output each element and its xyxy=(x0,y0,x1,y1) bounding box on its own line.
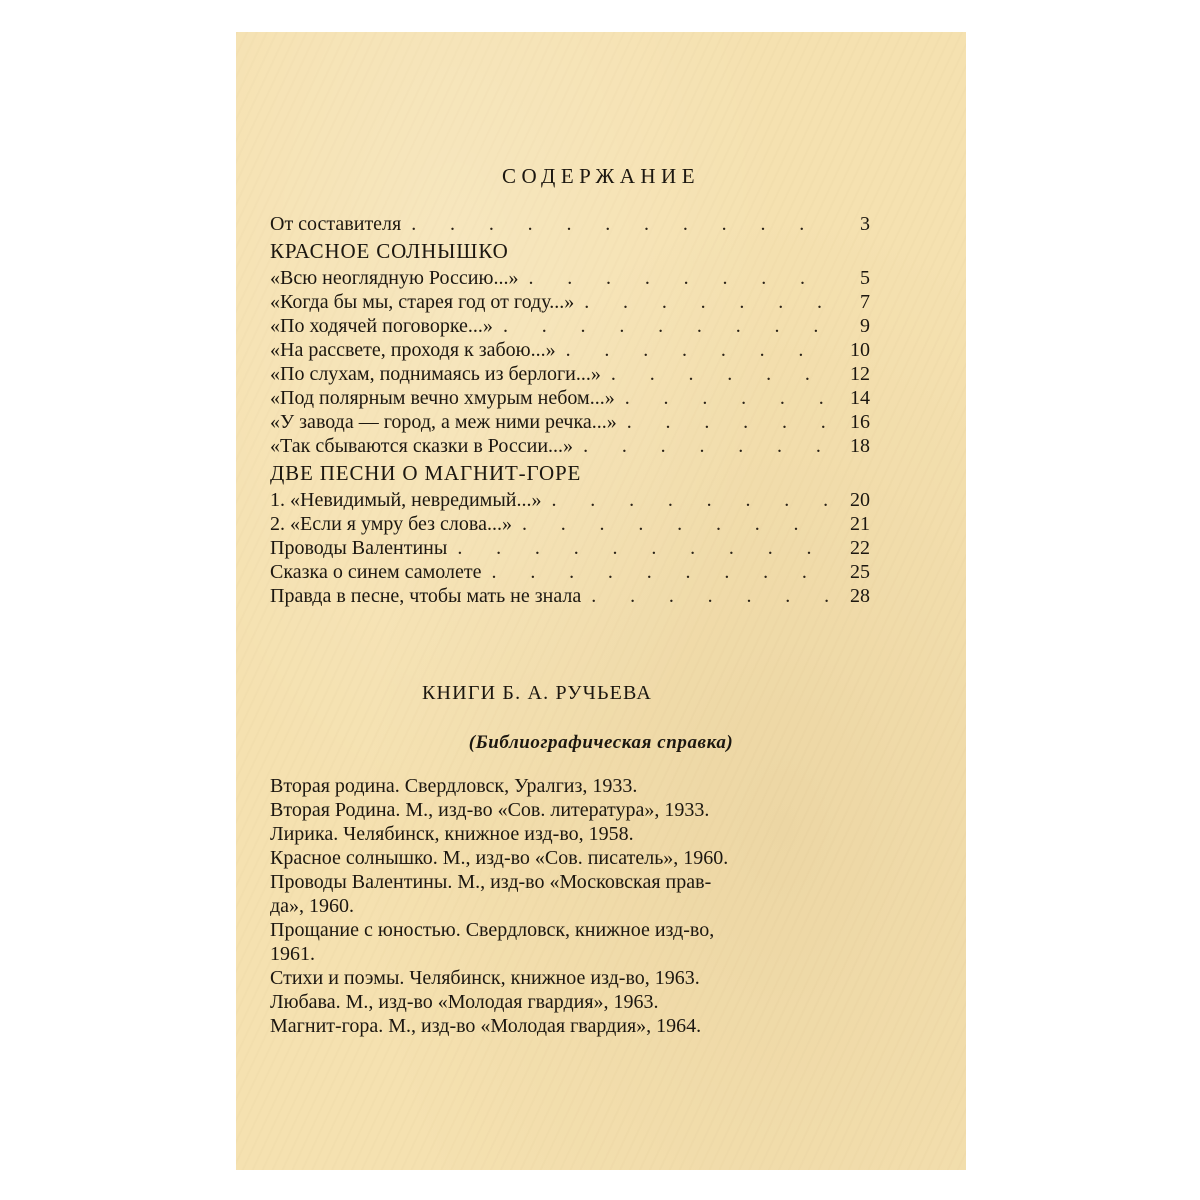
toc-leader-dots xyxy=(617,410,830,434)
toc-entry xyxy=(270,560,870,584)
toc-entry-title: Сказка о синем самолете xyxy=(270,561,482,583)
bibliography-line: Проводы Валентины. М., изд-во «Московская прав- xyxy=(270,871,712,893)
toc-entry-title: «На рассвете, проходя к забою...» xyxy=(270,339,556,361)
toc-entry xyxy=(270,362,870,386)
toc-page-number: 20 xyxy=(850,489,870,511)
toc-entry xyxy=(270,410,870,434)
bibliography-line: 1961. xyxy=(270,943,315,965)
bibliography-line: Вторая Родина. М., изд-во «Сов. литература», 1933. xyxy=(270,799,710,821)
book-page xyxy=(236,32,966,1170)
toc-entry-title: «Так сбываются сказки в России...» xyxy=(270,435,574,457)
toc-leader-dots xyxy=(573,434,830,458)
toc-entry-title: «Под полярным вечно хмурым небом...» xyxy=(270,387,615,409)
toc-leader-dots xyxy=(518,266,830,290)
toc-entry xyxy=(270,536,870,560)
toc-page-number: 28 xyxy=(850,585,870,607)
bibliography-line: Стихи и поэмы. Челябинск, книжное изд-во, 1963. xyxy=(270,967,700,989)
toc-leader-dots xyxy=(512,512,830,536)
books-subtitle: (Библиографическая справка) xyxy=(468,732,734,753)
toc-leader-dots xyxy=(493,314,830,338)
toc-leader-dots xyxy=(541,488,830,512)
toc-page-number: 7 xyxy=(860,291,870,313)
toc-entry xyxy=(270,434,870,458)
toc-page-number: 12 xyxy=(850,363,870,385)
table-of-contents xyxy=(270,212,870,608)
toc-leader-dots xyxy=(556,338,830,362)
toc-entry-title: Правда в песне, чтобы мать не знала xyxy=(270,585,582,607)
toc-entry-title: От составителя xyxy=(270,213,402,235)
toc-entry xyxy=(270,290,870,314)
toc-leader-dots xyxy=(581,584,830,608)
toc-page-number: 9 xyxy=(860,315,870,337)
toc-section-heading: КРАСНОЕ СОЛНЫШКО xyxy=(270,239,509,263)
bibliography-line: Магнит-гора. М., изд-во «Молодая гвардия», 1964. xyxy=(270,1015,702,1037)
bibliography-list xyxy=(270,774,870,1038)
toc-entry xyxy=(270,212,870,236)
contents-title: СОДЕРЖАНИЕ xyxy=(502,164,700,188)
toc-page-number: 5 xyxy=(860,267,870,289)
toc-section-heading: ДВЕ ПЕСНИ О МАГНИТ-ГОРЕ xyxy=(270,461,582,485)
toc-entry-title: «По слухам, поднимаясь из берлоги...» xyxy=(270,363,601,385)
toc-entry-title: Проводы Валентины xyxy=(270,537,448,559)
toc-entry xyxy=(270,338,870,362)
toc-page-number: 10 xyxy=(850,339,870,361)
toc-leader-dots xyxy=(401,212,830,236)
toc-page-number: 18 xyxy=(850,435,870,457)
toc-entry-title: «По ходячей поговорке...» xyxy=(270,315,493,337)
toc-leader-dots xyxy=(482,560,830,584)
toc-entry xyxy=(270,266,870,290)
toc-entry-title: «Когда бы мы, старея год от году...» xyxy=(270,291,575,313)
toc-entry xyxy=(270,314,870,338)
toc-entry-title: 1. «Невидимый, невредимый...» xyxy=(270,489,542,511)
bibliography-line: Прощание с юностью. Свердловск, книжное изд-во, xyxy=(270,919,715,941)
toc-leader-dots xyxy=(447,536,830,560)
toc-entry xyxy=(270,512,870,536)
bibliography-line: Лирика. Челябинск, книжное изд-во, 1958. xyxy=(270,823,634,845)
toc-entry-title: 2. «Если я умру без слова...» xyxy=(270,513,512,535)
toc-entry xyxy=(270,386,870,410)
toc-leader-dots xyxy=(601,362,830,386)
toc-leader-dots xyxy=(615,386,830,410)
books-title: КНИГИ Б. А. РУЧЬЕВА xyxy=(422,682,652,704)
toc-entry xyxy=(270,584,870,608)
toc-leader-dots xyxy=(574,290,830,314)
toc-page-number: 16 xyxy=(850,411,870,433)
bibliography-line: да», 1960. xyxy=(270,895,355,917)
toc-page-number: 25 xyxy=(850,561,870,583)
toc-entry xyxy=(270,488,870,512)
toc-entry-title: «Всю неоглядную Россию...» xyxy=(270,267,519,289)
toc-page-number: 3 xyxy=(860,213,870,235)
toc-entry-title: «У завода — город, а меж ними речка...» xyxy=(270,411,617,433)
bibliography-line: Вторая родина. Свердловск, Уралгиз, 1933. xyxy=(270,775,638,797)
toc-page-number: 14 xyxy=(850,387,870,409)
bibliography-line: Красное солнышко. М., изд-во «Сов. писатель», 1960. xyxy=(270,847,729,869)
toc-page-number: 22 xyxy=(850,537,870,559)
toc-page-number: 21 xyxy=(850,513,870,535)
bibliography-line: Любава. М., изд-во «Молодая гвардия», 1963. xyxy=(270,991,659,1013)
